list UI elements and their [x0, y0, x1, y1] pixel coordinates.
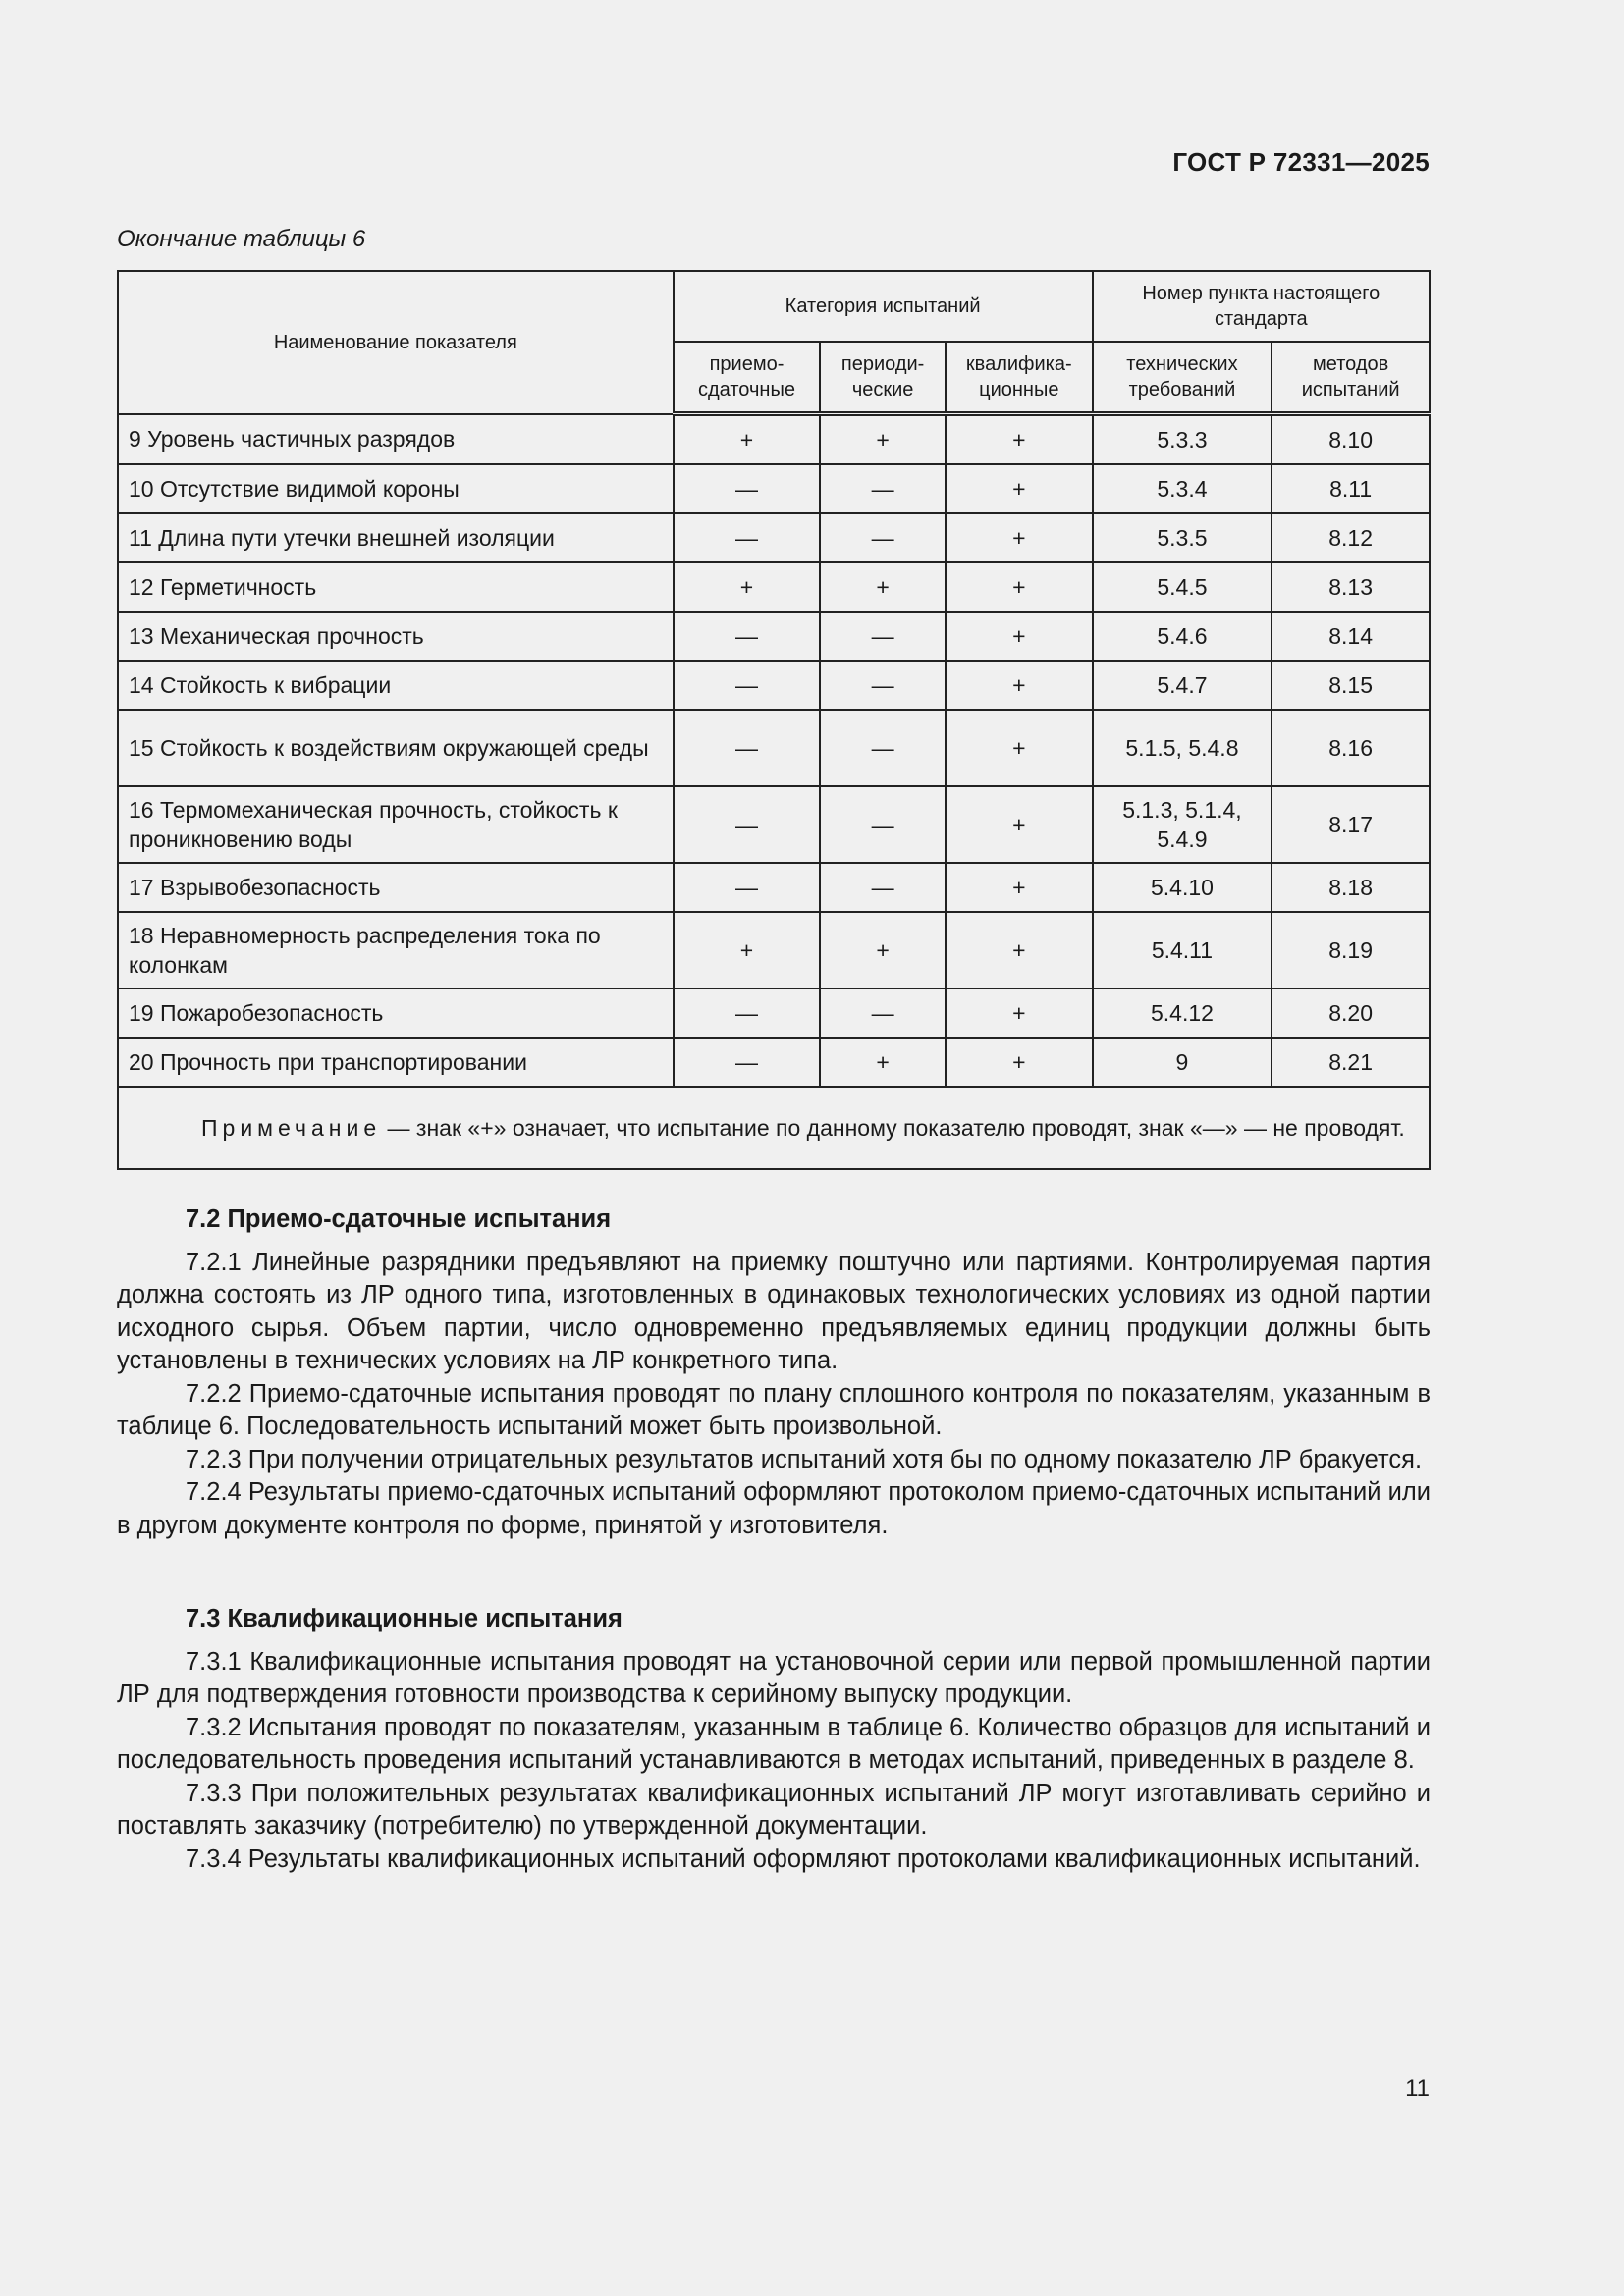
paragraph: 7.3.1 Квалификационные испытания проводят на установочной серии или первой промышленной партии ЛР для подтверждения готовности производства к серийному выпуску продукции. — [117, 1647, 1431, 1708]
table-caption: Окончание таблицы 6 — [117, 226, 366, 252]
paragraph: 7.3.2 Испытания проводят по показателям, указанным в таблице 6. Количество образцов для испытаний и последовательность проведения испытаний устанавливаются в методах испытаний, приведенных в разделе 8. — [117, 1713, 1431, 1774]
note-text: — знак «+» означает, что испытание по данному показателю проводят, знак «—» — не проводят. — [381, 1115, 1405, 1141]
table-row — [118, 863, 1430, 912]
section-heading: 7.2 Приемо-сдаточные испытания — [186, 1205, 612, 1233]
paragraph: 7.2.1 Линейные разрядники предъявляют на приемку поштучно или партиями. Контролируемая партия должна состоять из ЛР одного типа, изготовленных в одинаковых технологических условиях из одной партии исходного сырья. Объем партии, число одновременно предъявляемых единиц продукции должны быть установлены в технических условиях на ЛР конкретного типа. — [117, 1248, 1431, 1374]
cell-accept: — — [674, 1038, 821, 1087]
cell-methods: 8.19 — [1272, 912, 1430, 988]
cell-qualif: + — [946, 513, 1093, 562]
header-periodic: периоди-ческие — [820, 342, 946, 414]
cell-periodic: — — [820, 464, 946, 513]
cell-periodic: — — [820, 612, 946, 661]
cell-tech: 5.1.5, 5.4.8 — [1093, 710, 1272, 786]
table-row — [118, 988, 1430, 1038]
row-name: 19 Пожаробезопасность — [118, 988, 674, 1038]
header-name: Наименование показателя — [118, 271, 674, 414]
table-row — [118, 513, 1430, 562]
cell-accept: — — [674, 786, 821, 863]
table-row — [118, 464, 1430, 513]
cell-qualif: + — [946, 414, 1093, 465]
row-name: 15 Стойкость к воздействиям окружающей среды — [118, 710, 674, 786]
section-7-3 — [117, 1603, 1431, 1876]
cell-qualif: + — [946, 562, 1093, 612]
cell-tech: 5.4.6 — [1093, 612, 1272, 661]
cell-accept: — — [674, 710, 821, 786]
table-row — [118, 661, 1430, 710]
table-row — [118, 710, 1430, 786]
cell-methods: 8.21 — [1272, 1038, 1430, 1087]
header-clause: Номер пункта настоящего стандарта — [1093, 271, 1430, 342]
header-accept: приемо-сдаточные — [674, 342, 821, 414]
row-name: 10 Отсутствие видимой короны — [118, 464, 674, 513]
cell-methods: 8.17 — [1272, 786, 1430, 863]
cell-methods: 8.14 — [1272, 612, 1430, 661]
row-name: 16 Термомеханическая прочность, стойкость к проникновению воды — [118, 786, 674, 863]
table-row — [118, 414, 1430, 465]
table-row — [118, 562, 1430, 612]
cell-periodic: — — [820, 786, 946, 863]
cell-methods: 8.16 — [1272, 710, 1430, 786]
row-name: 13 Механическая прочность — [118, 612, 674, 661]
row-name: 17 Взрывобезопасность — [118, 863, 674, 912]
table-row — [118, 612, 1430, 661]
cell-tech: 5.4.10 — [1093, 863, 1272, 912]
cell-methods: 8.11 — [1272, 464, 1430, 513]
cell-methods: 8.12 — [1272, 513, 1430, 562]
cell-periodic: + — [820, 1038, 946, 1087]
cell-accept: + — [674, 562, 821, 612]
paragraph: 7.2.3 При получении отрицательных результатов испытаний хотя бы по одному показателю ЛР бракуется. — [186, 1445, 1423, 1473]
header-tech: технических требований — [1093, 342, 1272, 414]
cell-periodic: — — [820, 863, 946, 912]
cell-tech: 5.4.5 — [1093, 562, 1272, 612]
table-row — [118, 912, 1430, 988]
paragraph: 7.2.2 Приемо-сдаточные испытания проводят по плану сплошного контроля по показателям, указанным в таблице 6. Последовательность испытаний может быть произвольной. — [117, 1379, 1431, 1440]
cell-periodic: — — [820, 710, 946, 786]
paragraph: 7.2.4 Результаты приемо-сдаточных испытаний оформляют протоколом приемо-сдаточных испытаний или в другом документе контроля по форме, принятой у изготовителя. — [117, 1478, 1431, 1539]
cell-qualif: + — [946, 863, 1093, 912]
table-row — [118, 1038, 1430, 1087]
cell-tech: 5.3.3 — [1093, 414, 1272, 465]
row-name: 20 Прочность при транспортировании — [118, 1038, 674, 1087]
header-category: Категория испытаний — [674, 271, 1093, 342]
cell-periodic: — — [820, 661, 946, 710]
cell-qualif: + — [946, 464, 1093, 513]
row-name: 14 Стойкость к вибрации — [118, 661, 674, 710]
cell-methods: 8.13 — [1272, 562, 1430, 612]
cell-accept: — — [674, 464, 821, 513]
cell-tech: 5.1.3, 5.1.4, 5.4.9 — [1093, 786, 1272, 863]
cell-methods: 8.10 — [1272, 414, 1430, 465]
cell-tech: 5.4.12 — [1093, 988, 1272, 1038]
table-row — [118, 786, 1430, 863]
cell-tech: 5.4.7 — [1093, 661, 1272, 710]
cell-methods: 8.18 — [1272, 863, 1430, 912]
cell-accept: — — [674, 513, 821, 562]
cell-periodic: — — [820, 988, 946, 1038]
indicators-table — [117, 270, 1431, 1170]
row-name: 11 Длина пути утечки внешней изоляции — [118, 513, 674, 562]
row-name: 12 Герметичность — [118, 562, 674, 612]
cell-tech: 9 — [1093, 1038, 1272, 1087]
cell-qualif: + — [946, 710, 1093, 786]
cell-qualif: + — [946, 912, 1093, 988]
section-7-2 — [117, 1203, 1431, 1542]
cell-accept: — — [674, 661, 821, 710]
cell-periodic: — — [820, 513, 946, 562]
cell-qualif: + — [946, 661, 1093, 710]
table-note-row — [118, 1087, 1430, 1169]
page-number: 11 — [1405, 2075, 1430, 2102]
cell-accept: — — [674, 863, 821, 912]
row-name: 9 Уровень частичных разрядов — [118, 414, 674, 465]
cell-accept: — — [674, 612, 821, 661]
cell-tech: 5.3.5 — [1093, 513, 1272, 562]
cell-accept: + — [674, 912, 821, 988]
cell-qualif: + — [946, 988, 1093, 1038]
cell-tech: 5.4.11 — [1093, 912, 1272, 988]
section-heading: 7.3 Квалификационные испытания — [186, 1605, 623, 1632]
cell-qualif: + — [946, 612, 1093, 661]
document-number: ГОСТ Р 72331—2025 — [1172, 147, 1430, 177]
cell-accept: — — [674, 988, 821, 1038]
cell-periodic: + — [820, 414, 946, 465]
cell-periodic: + — [820, 912, 946, 988]
cell-tech: 5.3.4 — [1093, 464, 1272, 513]
note-label: Примечание — [201, 1115, 382, 1141]
header-methods: методов испытаний — [1272, 342, 1430, 414]
cell-periodic: + — [820, 562, 946, 612]
cell-methods: 8.15 — [1272, 661, 1430, 710]
row-name: 18 Неравномерность распределения тока по колонкам — [118, 912, 674, 988]
cell-qualif: + — [946, 1038, 1093, 1087]
cell-accept: + — [674, 414, 821, 465]
cell-methods: 8.20 — [1272, 988, 1430, 1038]
cell-qualif: + — [946, 786, 1093, 863]
table-note — [118, 1087, 1430, 1169]
paragraph: 7.3.3 При положительных результатах квалификационных испытаний ЛР могут изготавливать серийно и поставлять заказчику (потребителю) по утвержденной документации. — [117, 1779, 1431, 1840]
header-qualif: квалифика-ционные — [946, 342, 1093, 414]
paragraph: 7.3.4 Результаты квалификационных испытаний оформляют протоколами квалификационных испытаний. — [186, 1844, 1421, 1873]
